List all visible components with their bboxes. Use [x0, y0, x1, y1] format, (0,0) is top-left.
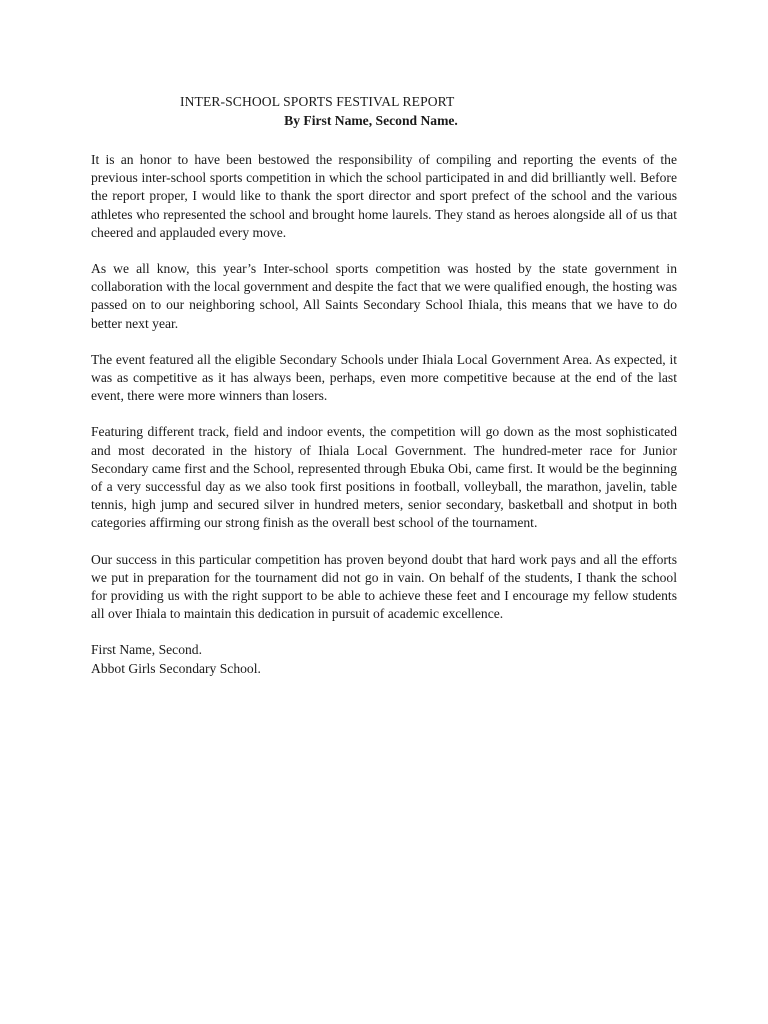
- report-title: INTER-SCHOOL SPORTS FESTIVAL REPORT: [180, 94, 455, 109]
- paragraph-event-overview: The event featured all the eligible Secondary Schools under Ihiala Local Government Area. As expected, it was as competitive as it has always been, perhaps, even more competitive because at the end of the last event, there were more winners than losers.: [91, 351, 677, 404]
- report-byline: By First Name, Second Name.: [284, 113, 458, 128]
- signoff-school: Abbot Girls Secondary School.: [91, 660, 261, 676]
- paragraph-introduction: It is an honor to have been bestowed the responsibility of compiling and reporting the events of the previous inter-school sports competition in which the school participated in and did brilliantly well. Before the report proper, I would like to thank the sport director and sport prefect of the school and the various athletes who represented the school and brought home laurels. They stand as heroes alongside all of us that cheered and applauded every move.: [91, 152, 677, 240]
- paragraph-results: Featuring different track, field and indoor events, the competition will go down as the most sophisticated and most decorated in the history of Ihiala Local Government. The hundred-meter race for Junior Secondary came first and the School, represented through Ebuka Obi, came first. It would be the beginning of a very successful day as we also took first positions in football, volleyball, the marathon, javelin, table tennis, high jump and secured silver in hundred meters, senior secondary, basketball and shotput in both categories affirming our strong finish as the overall best school of the tournament.: [91, 424, 677, 531]
- paragraph-conclusion: Our success in this particular competition has proven beyond doubt that hard work pays and all the efforts we put in preparation for the tournament did not go in vain. On behalf of the students, I thank the school for providing us with the right support to be able to achieve these feet and I encourage my fellow students all over Ihiala to maintain this dedication in pursuit of academic excellence.: [91, 551, 677, 622]
- signoff-name: First Name, Second.: [91, 642, 203, 658]
- paragraph-hosting: As we all know, this year’s Inter-school sports competition was hosted by the state government in collaboration with the local government and despite the fact that we were qualified enough, the hosting was passed on to our neighboring school, All Saints Secondary School Ihiala, this means that we have to do better next year.: [91, 261, 677, 331]
- report-page: [91, 92, 677, 678]
